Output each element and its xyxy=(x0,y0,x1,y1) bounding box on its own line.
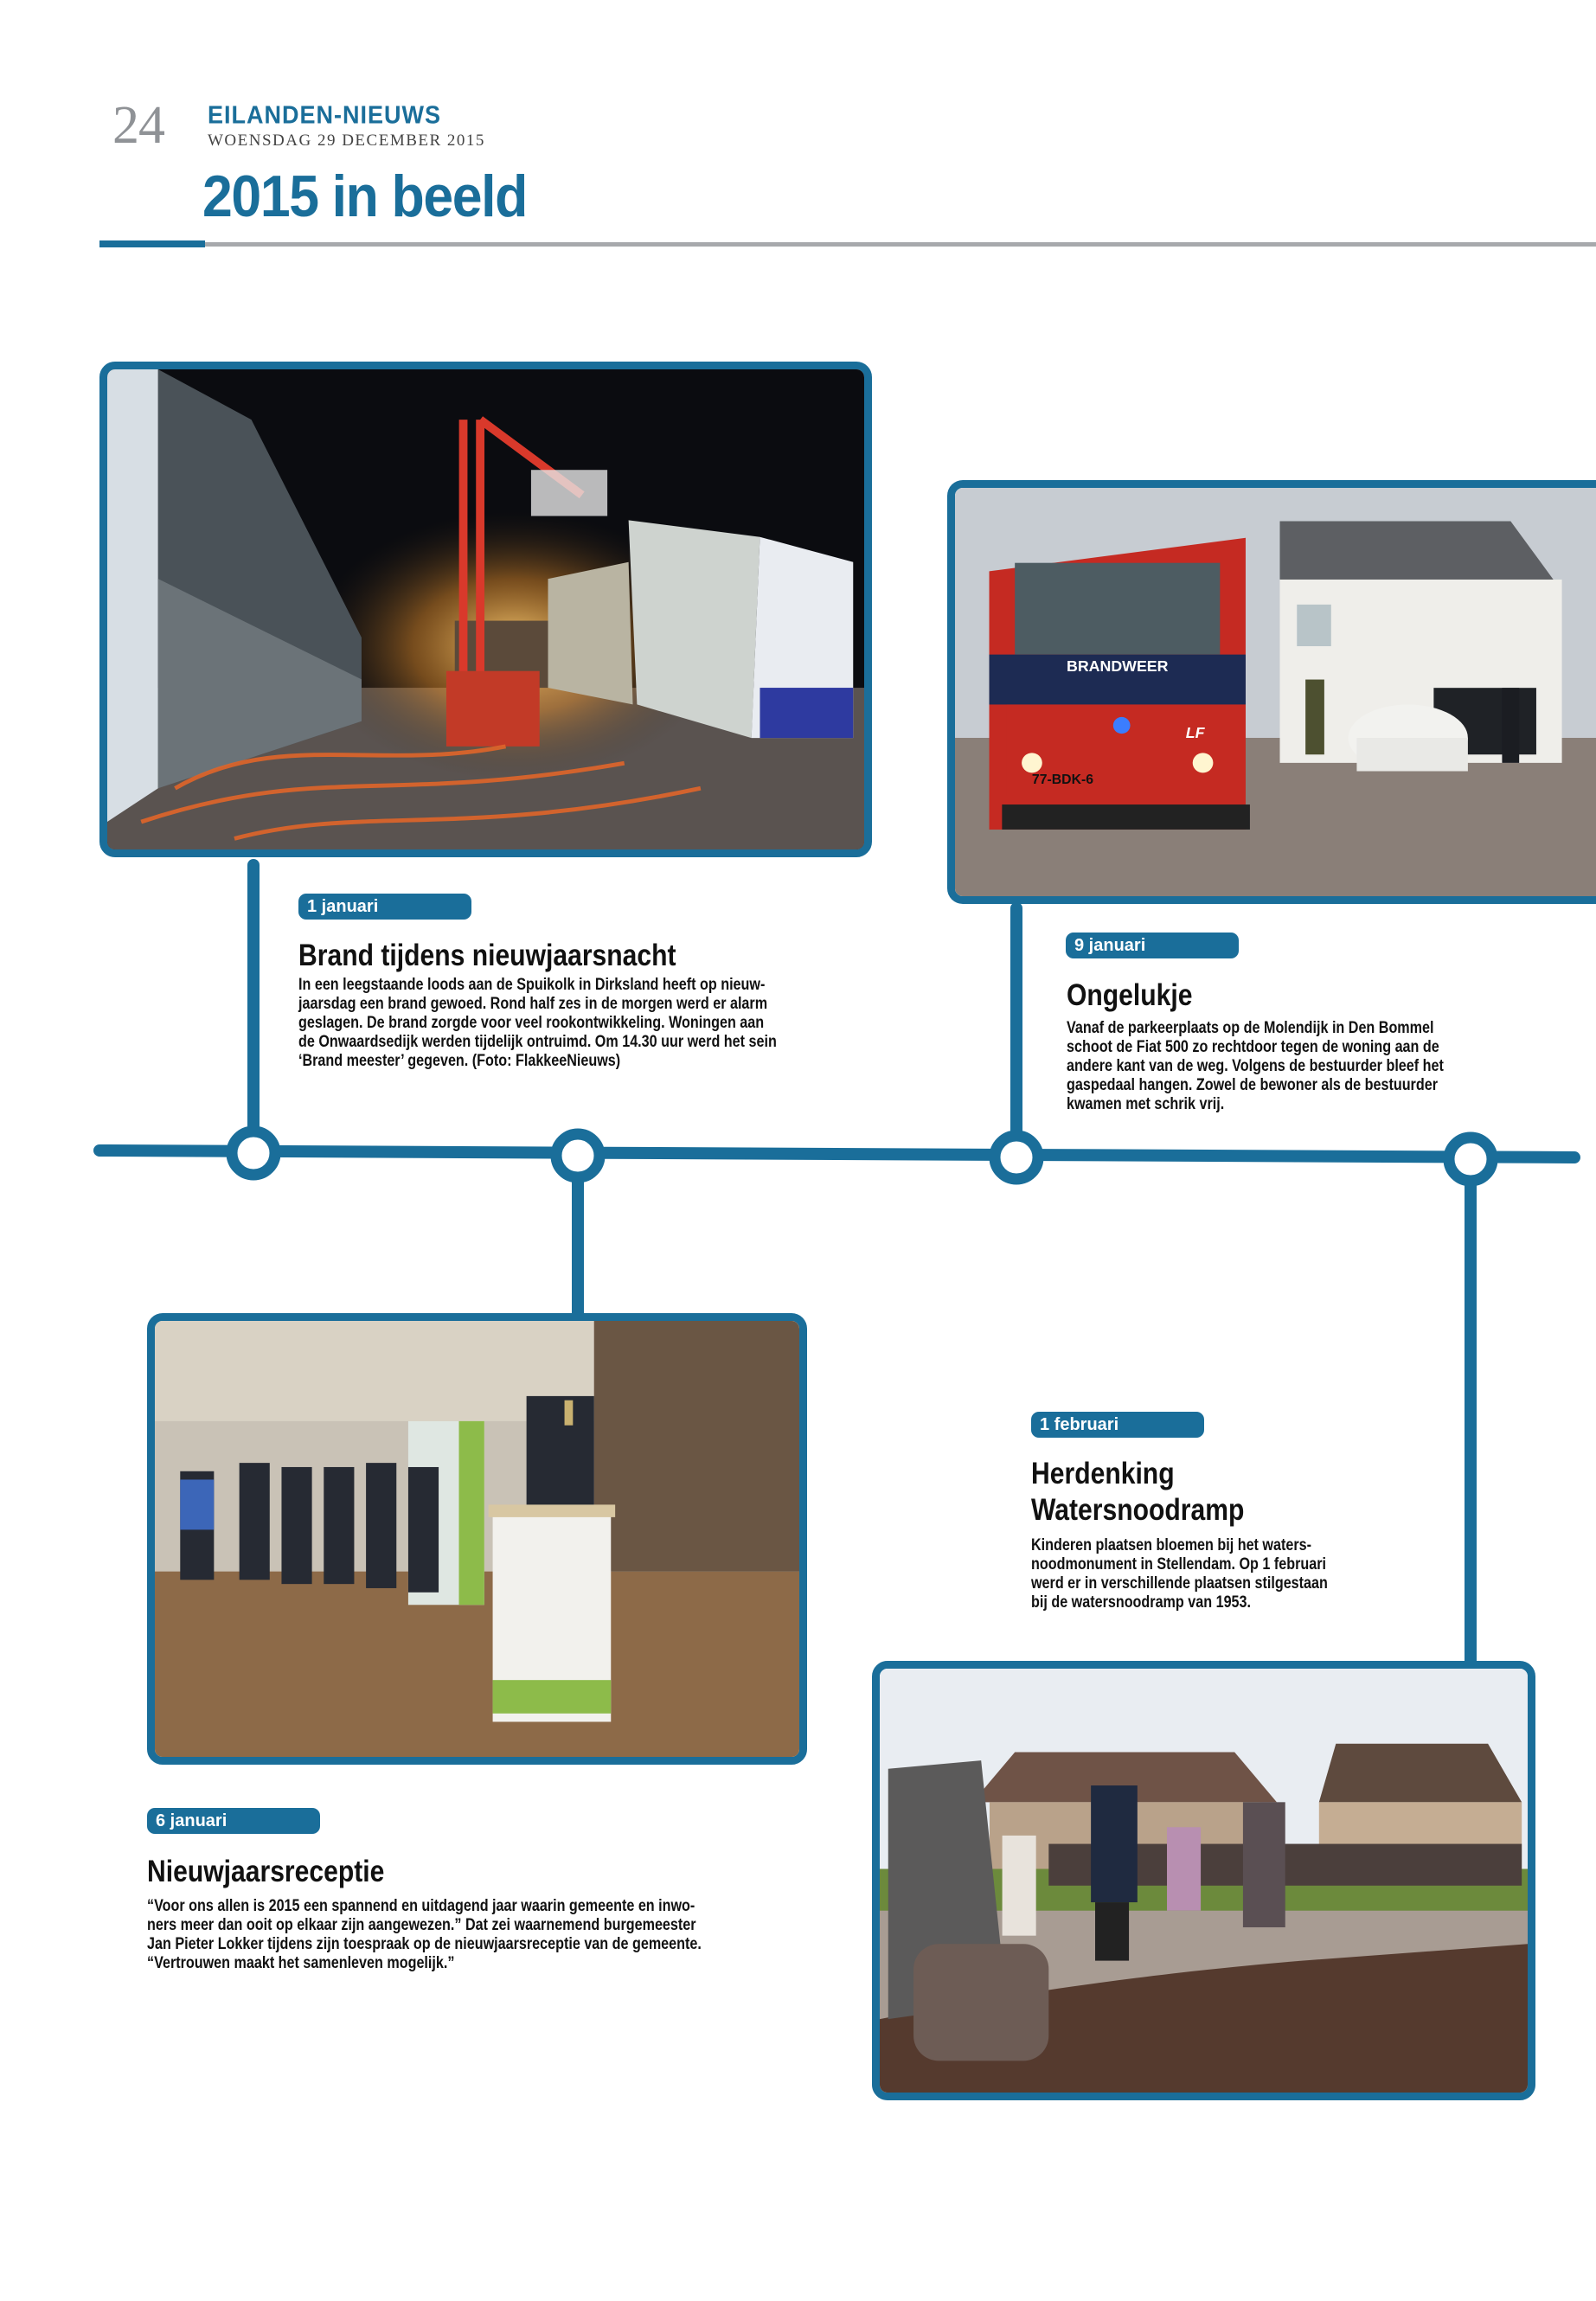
timeline-main-line xyxy=(99,1150,1574,1157)
headline-herdenking-line-2: Watersnoodramp xyxy=(1031,1493,1245,1527)
masthead-logo: EILANDEN-NIEUWS xyxy=(208,101,441,129)
caption-herdenking: Kinderen plaatsen bloemen bij het waters- noodmonument in Stellendam. Op 1 februari werd er in verschillende plaatsen stilgestaan bij de watersnoodramp van 1953. xyxy=(1031,1536,1328,1612)
caption-nieuwjaarsreceptie: “Voor ons allen is 2015 een spannend en uitdagend jaar waarin gemeente en inwo- ners meer dan ooit op elkaar zijn aangewezen.” Dat zei waarnemend burgemeester Jan Pieter Lokker tijdens zijn toespraak op de nieuwjaarsreceptie van de gemeente. “Vertrouwen maakt het samenleven mogelijk.” xyxy=(147,1897,702,1972)
truck-badge: LF xyxy=(1185,724,1205,741)
headline-herdenking-line-1: Herdenking xyxy=(1031,1457,1175,1490)
timeline-node-3 xyxy=(995,1136,1038,1179)
caption-ongelukje: Vanaf de parkeerplaats op de Molendijk in Den Bommel schoot de Fiat 500 zo rechtdoor tegen de woning aan de andere kant van de weg. Volgens de bestuurder bleef het gaspedaal hangen. Zowel de bewoner als de bestuurder kwamen met schrik vrij. xyxy=(1067,1019,1444,1113)
truck-lettering: BRANDWEER xyxy=(1067,657,1169,675)
timeline-node-2 xyxy=(556,1134,599,1177)
headline-nieuwjaarsreceptie: Nieuwjaarsreceptie xyxy=(147,1855,385,1888)
caption-brand: In een leegstaande loods aan de Spuikolk in Dirksland heeft op nieuw- jaarsdag een brand gewoed. Rond half zes in de morgen werd er alarm geslagen. De brand zorgde voor veel rookontwikkeling. Woningen aan de Onwaardsedijk werden tijdelijk ontruimd. Om 14.30 uur werd het sein ‘Brand meester’ gegeven. (Foto: FlakkeeNieuws) xyxy=(298,976,777,1070)
timeline-node-4 xyxy=(1449,1138,1492,1181)
photo-flood-memorial xyxy=(872,1661,1535,2100)
timeline-node-1 xyxy=(232,1131,275,1175)
photo-new-year-reception xyxy=(147,1313,807,1765)
page-title: 2015 in beeld xyxy=(202,163,527,229)
date-badge-1-januari: 1 januari xyxy=(298,894,471,920)
photo-fire-truck xyxy=(947,480,1596,904)
page-number: 24 xyxy=(112,96,164,155)
headline-ongelukje: Ongelukje xyxy=(1067,978,1193,1012)
truck-plate: 77-BDK-6 xyxy=(1031,772,1094,787)
date-badge-9-januari: 9 januari xyxy=(1066,933,1239,958)
issue-date: WOENSDAG 29 DECEMBER 2015 xyxy=(208,131,485,150)
photo-fire-night xyxy=(99,362,872,857)
headline-brand: Brand tijdens nieuwjaarsnacht xyxy=(298,939,676,972)
date-badge-1-februari: 1 februari xyxy=(1031,1412,1204,1438)
date-badge-6-januari: 6 januari xyxy=(147,1808,320,1834)
